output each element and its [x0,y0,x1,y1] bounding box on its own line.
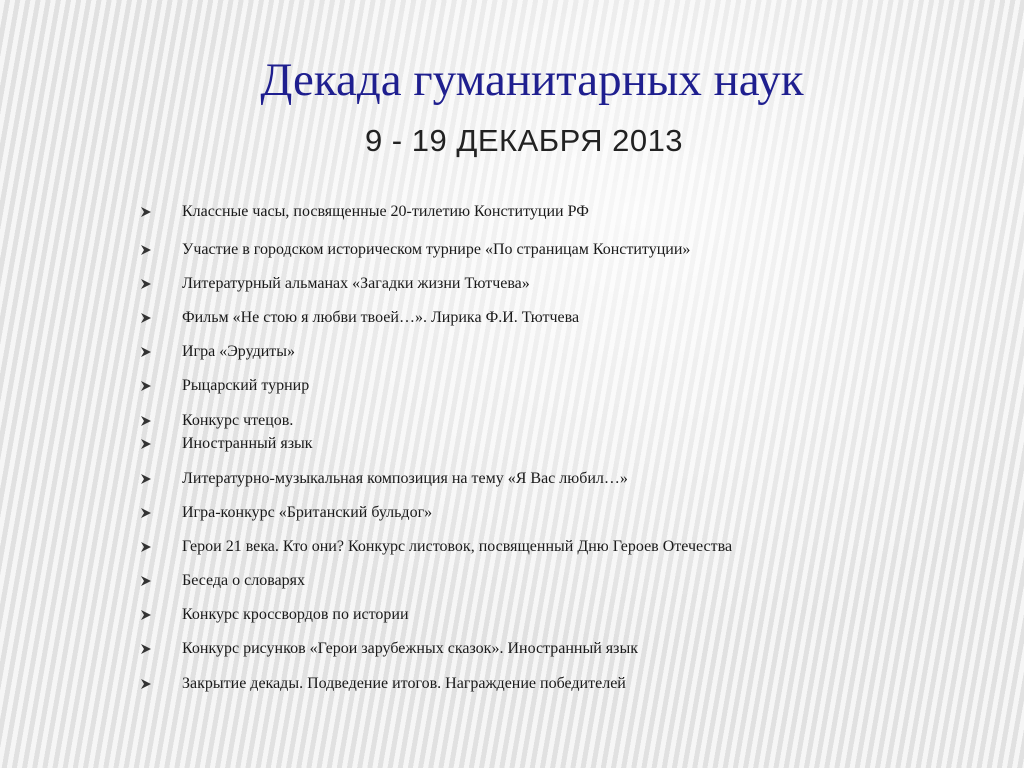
list-item-text: Участие в городском историческом турнире «По страницам Конституции» [182,241,691,258]
arrowhead-bullet-icon [140,535,154,559]
list-item [0,569,1024,593]
list-item-text: Закрытие декады. Подведение итогов. Награждение победителей [182,675,626,692]
arrowhead-bullet-icon [140,238,154,262]
slide-subtitle: 9 - 19 ДЕКАБРЯ 2013 [364,123,684,158]
arrowhead-bullet-icon [140,569,154,593]
list-item [0,200,1024,224]
arrowhead-bullet-icon [140,409,154,433]
arrowhead-bullet-icon [140,272,154,296]
list-item-text: Игра «Эрудиты» [182,343,296,360]
arrowhead-bullet-icon [140,432,154,456]
list-item-text: Герои 21 века. Кто они? Конкурс листовок, посвященный Дню Героев Отечества [182,538,733,555]
arrowhead-bullet-icon [140,340,154,364]
arrowhead-bullet-icon [140,603,154,627]
list-item-text: Конкурс рисунков «Герои зарубежных сказок». Иностранный язык [182,640,638,657]
list-item [0,340,1024,364]
arrowhead-bullet-icon [140,467,154,491]
list-item [0,603,1024,627]
list-item [0,637,1024,661]
list-item-text: Игра-конкурс «Британский бульдог» [182,504,433,521]
list-item [0,501,1024,525]
list-item [0,306,1024,330]
list-item [0,535,1024,559]
list-item-text: Фильм «Не стою я любви твоей…». Лирика Ф.И. Тютчева [182,309,580,326]
arrowhead-bullet-icon [140,374,154,398]
arrowhead-bullet-icon [140,501,154,525]
arrowhead-bullet-icon [140,637,154,661]
list-item [0,409,1024,433]
list-item [0,467,1024,491]
list-item [0,374,1024,398]
arrowhead-bullet-icon [140,672,154,696]
list-item [0,238,1024,262]
list-item [0,672,1024,696]
list-item-text: Конкурс чтецов. [182,412,294,429]
list-item-text: Рыцарский турнир [182,377,310,394]
list-item-text: Классные часы, посвященные 20-тилетию Конституции РФ [182,203,589,220]
arrowhead-bullet-icon [140,306,154,330]
list-item-text: Иностранный язык [182,435,313,452]
list-item-text: Литературный альманах «Загадки жизни Тютчева» [182,275,530,292]
list-item-text: Беседа о словарях [182,572,306,589]
list-item-text: Литературно-музыкальная композиция на тему «Я Вас любил…» [182,470,628,487]
list-item-text: Конкурс кроссвордов по истории [182,606,409,623]
arrowhead-bullet-icon [140,200,154,224]
slide-title: Декада гуманитарных наук [260,54,804,106]
list-item [0,432,1024,456]
list-item [0,272,1024,296]
